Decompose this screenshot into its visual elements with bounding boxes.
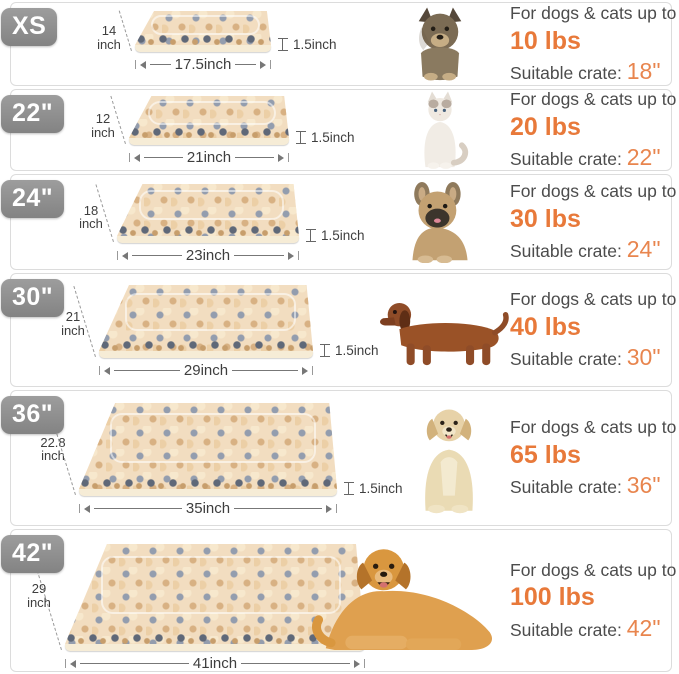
crate-value: 42" xyxy=(626,614,661,641)
bed-image xyxy=(79,403,337,489)
thickness-bracket-icon xyxy=(278,38,288,51)
bed-depth-label: 14 inch xyxy=(97,22,121,52)
pet-image-golden-retriever-sitting xyxy=(403,397,495,519)
size-row-xs xyxy=(10,2,677,86)
size-badge: 36" xyxy=(1,396,64,434)
pet-image-dachshund xyxy=(376,289,511,371)
info-block xyxy=(510,3,679,85)
crate-line: Suitable crate: 30" xyxy=(510,344,661,371)
weight-text: 100 lbs xyxy=(510,583,595,612)
bed-image xyxy=(117,184,299,236)
thickness-bracket-icon xyxy=(320,344,330,357)
size-badge: 24" xyxy=(1,180,64,218)
thickness-bracket-icon xyxy=(296,131,306,144)
bed-width-dim: 17.5inch xyxy=(135,56,271,73)
bed-depth-label: 21 inch xyxy=(61,309,85,338)
crate-line: Suitable crate: 18" xyxy=(510,58,661,85)
bed-base-edge xyxy=(117,236,299,243)
bed-thickness-dim: 1.5inch xyxy=(320,343,379,358)
up-to-text: For dogs & cats up to xyxy=(510,88,677,109)
size-badge: 30" xyxy=(1,279,64,317)
bed-image xyxy=(135,11,271,45)
crate-value: 22" xyxy=(626,144,661,171)
pet-image-yorkshire-terrier-puppy xyxy=(401,6,479,82)
bed-width-dim: 29inch xyxy=(99,362,313,379)
size-row-30 xyxy=(10,273,677,387)
pet-image-french-bulldog xyxy=(397,181,483,263)
info-block xyxy=(510,289,679,371)
size-row-36 xyxy=(10,390,677,526)
arrow-right-icon xyxy=(302,367,308,375)
pet-image-golden-retriever-lying xyxy=(299,540,504,662)
up-to-text: For dogs & cats up to xyxy=(510,288,677,309)
crate-line: Suitable crate: 22" xyxy=(510,144,661,171)
bed-width-dim: 35inch xyxy=(79,500,337,517)
arrow-left-icon xyxy=(84,505,90,513)
bed-image xyxy=(129,96,289,138)
size-badge: 22" xyxy=(1,95,64,133)
bed-thickness-dim: 1.5inch xyxy=(296,130,355,145)
thickness-bracket-icon xyxy=(344,482,354,495)
crate-value: 24" xyxy=(626,236,661,263)
bed-diagram xyxy=(53,285,379,379)
up-to-text: For dogs & cats up to xyxy=(510,2,677,23)
bed-width-dim: 41inch xyxy=(65,655,365,672)
bed-depth-label: 12 inch xyxy=(91,110,115,140)
crate-line: Suitable crate: 36" xyxy=(510,472,661,499)
size-row-22 xyxy=(10,88,677,171)
size-row-24 xyxy=(10,174,677,270)
arrow-right-icon xyxy=(260,61,266,69)
bed-base-edge xyxy=(79,489,337,496)
weight-text: 20 lbs xyxy=(510,112,581,141)
arrow-right-icon xyxy=(326,505,332,513)
bed-thickness-dim: 1.5inch xyxy=(344,481,403,496)
bed-depth-label: 29 inch xyxy=(27,581,51,610)
bed-base-edge xyxy=(135,45,271,52)
up-to-text: For dogs & cats up to xyxy=(510,416,677,437)
size-badge: 42" xyxy=(1,535,64,573)
info-block xyxy=(510,89,679,171)
size-row-42 xyxy=(10,529,677,672)
bed-thickness-dim: 1.5inch xyxy=(278,37,337,52)
up-to-text: For dogs & cats up to xyxy=(510,180,677,201)
weight-text: 10 lbs xyxy=(510,26,581,55)
bed-diagram xyxy=(83,96,355,166)
info-block xyxy=(510,417,679,499)
arrow-left-icon xyxy=(134,154,140,162)
info-block xyxy=(510,181,679,263)
arrow-right-icon xyxy=(278,154,284,162)
weight-text: 40 lbs xyxy=(510,312,581,341)
bed-image xyxy=(99,285,313,351)
bed-base-edge xyxy=(129,138,289,145)
size-badge: XS xyxy=(1,8,57,46)
weight-text: 30 lbs xyxy=(510,204,581,233)
pet-image-white-cat xyxy=(407,90,473,170)
crate-value: 36" xyxy=(626,472,661,499)
crate-value: 30" xyxy=(626,344,661,371)
arrow-left-icon xyxy=(70,660,76,668)
bed-diagram xyxy=(33,403,403,517)
bed-diagram xyxy=(89,11,337,73)
bed-base-edge xyxy=(99,351,313,358)
info-block xyxy=(510,559,679,641)
bed-width-dim: 23inch xyxy=(117,247,299,264)
bed-depth-label: 22.8 inch xyxy=(40,434,66,464)
crate-line: Suitable crate: 24" xyxy=(510,236,661,263)
arrow-left-icon xyxy=(122,252,128,260)
bed-width-dim: 21inch xyxy=(129,149,289,166)
arrow-left-icon xyxy=(104,367,110,375)
arrow-left-icon xyxy=(140,61,146,69)
crate-line: Suitable crate: 42" xyxy=(510,614,661,641)
bed-depth-label: 18 inch xyxy=(79,202,103,232)
crate-value: 18" xyxy=(626,58,661,85)
arrow-right-icon xyxy=(288,252,294,260)
bed-thickness-dim: 1.5inch xyxy=(306,228,365,243)
bed-diagram xyxy=(71,184,365,264)
weight-text: 65 lbs xyxy=(510,440,581,469)
thickness-bracket-icon xyxy=(306,229,316,242)
up-to-text: For dogs & cats up to xyxy=(510,559,677,580)
